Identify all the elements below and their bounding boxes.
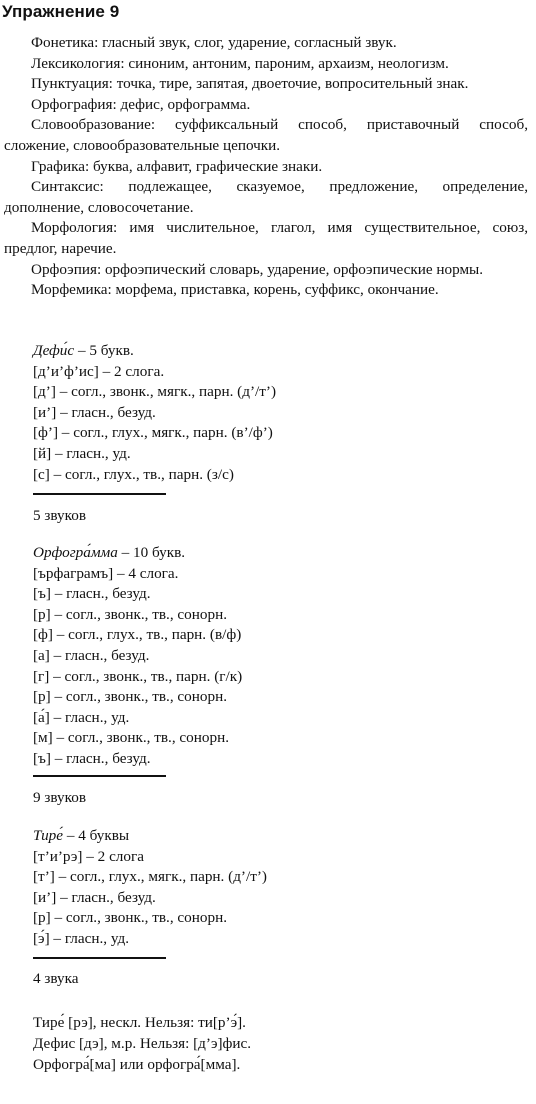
term-paragraph: Морфемика: морфема, приставка, корень, суффикс, окончание.	[31, 281, 439, 299]
letter-count: – 4 буквы	[63, 827, 130, 844]
sound-line: [м] – согл., звонк., тв., сонорн.	[33, 729, 230, 747]
term-paragraph: Орфоэпия: орфоэпический словарь, ударение, орфоэпические нормы.	[31, 260, 484, 278]
divider-rule	[33, 775, 166, 777]
term-paragraph: Морфология: имя числительное, глагол, имя существительное, союз, предлог, наречие.	[4, 219, 528, 257]
letter-count: – 5 букв.	[74, 342, 134, 359]
divider-rule	[33, 957, 166, 959]
sound-count: 9 звуков	[33, 789, 87, 806]
divider-rule	[33, 493, 166, 495]
exercise-title: Упражнение 9	[2, 2, 120, 21]
sound-line: [э́] – гласн., уд.	[33, 929, 130, 947]
transcription-line: [т’и’рэ] – 2 слога	[33, 847, 144, 865]
sound-line: [й] – гласн., уд.	[33, 444, 131, 462]
word-analysis-tire	[33, 826, 267, 950]
pronunciation-notes	[33, 1012, 251, 1075]
sound-line: [ф] – согл., глух., тв., парн. (в/ф)	[33, 626, 242, 644]
sound-line: [р] – согл., звонк., тв., сонорн.	[33, 688, 227, 706]
word-heading	[33, 341, 276, 362]
term-paragraph: Графика: буква, алфавит, графические знаки.	[31, 157, 323, 175]
word-heading	[33, 543, 242, 564]
terms-list	[4, 33, 528, 301]
sound-line: [ъ] – гласн., безуд.	[33, 749, 151, 767]
term-paragraph: Пунктуация: точка, тире, запятая, двоеточие, вопросительный знак.	[31, 75, 469, 93]
sound-line: [а] – гласн., безуд.	[33, 646, 150, 664]
sound-line: [т’] – согл., глух., мягк., парн. (д’/т’)	[33, 868, 267, 886]
term-paragraph: Синтаксис: подлежащее, сказуемое, предложение, определение, дополнение, словосочетание.	[4, 178, 528, 216]
sound-line: [с] – согл., глух., тв., парн. (з/с)	[33, 465, 234, 483]
word-analysis-orfogramma	[33, 543, 242, 770]
sound-line: [и’] – гласн., безуд.	[33, 888, 156, 906]
analyzed-word: Орфогра́мма	[33, 544, 118, 561]
sound-line: [а́] – гласн., уд.	[33, 708, 130, 726]
transcription-line: [д’и’ф’ис] – 2 слога.	[33, 362, 165, 380]
sound-line: [ф’] – согл., глух., мягк., парн. (в’/ф’)	[33, 424, 273, 442]
sound-count: 5 звуков	[33, 507, 87, 524]
letter-count: – 10 букв.	[117, 544, 186, 561]
term-paragraph: Орфография: дефис, орфограмма.	[31, 95, 251, 113]
sound-line: [и’] – гласн., безуд.	[33, 403, 156, 421]
term-paragraph: Фонетика: гласный звук, слог, ударение, согласный звук.	[31, 34, 397, 51]
note-line: Тире́ [рэ], нескл. Нельзя: ти[р’э́].	[33, 1014, 246, 1031]
transcription-line: [ърфаграмъ] – 4 слога.	[33, 564, 179, 582]
analyzed-word: Дефи́с	[33, 342, 75, 359]
term-paragraph: Словообразование: суффиксальный способ, приставочный способ, сложение, словообразовательные цепочки.	[4, 116, 528, 154]
note-line: Дефис [дэ], м.р. Нельзя: [д’э]фис.	[33, 1035, 252, 1052]
word-heading	[33, 826, 267, 847]
sound-line: [д’] – согл., звонк., мягк., парн. (д’/т’)	[33, 383, 276, 401]
note-line: Орфогра́[ма] или орфогра́[мма].	[33, 1056, 241, 1073]
sound-line: [ъ] – гласн., безуд.	[33, 585, 151, 603]
sound-line: [р] – согл., звонк., тв., сонорн.	[33, 909, 227, 927]
sound-line: [р] – согл., звонк., тв., сонорн.	[33, 605, 227, 623]
analyzed-word: Тире́	[33, 827, 64, 844]
sound-count: 4 звука	[33, 970, 79, 987]
term-paragraph: Лексикология: синоним, антоним, пароним, архаизм, неологизм.	[31, 54, 449, 72]
word-analysis-defis	[33, 341, 276, 485]
sound-line: [г] – согл., звонк., тв., парн. (г/к)	[33, 667, 243, 685]
